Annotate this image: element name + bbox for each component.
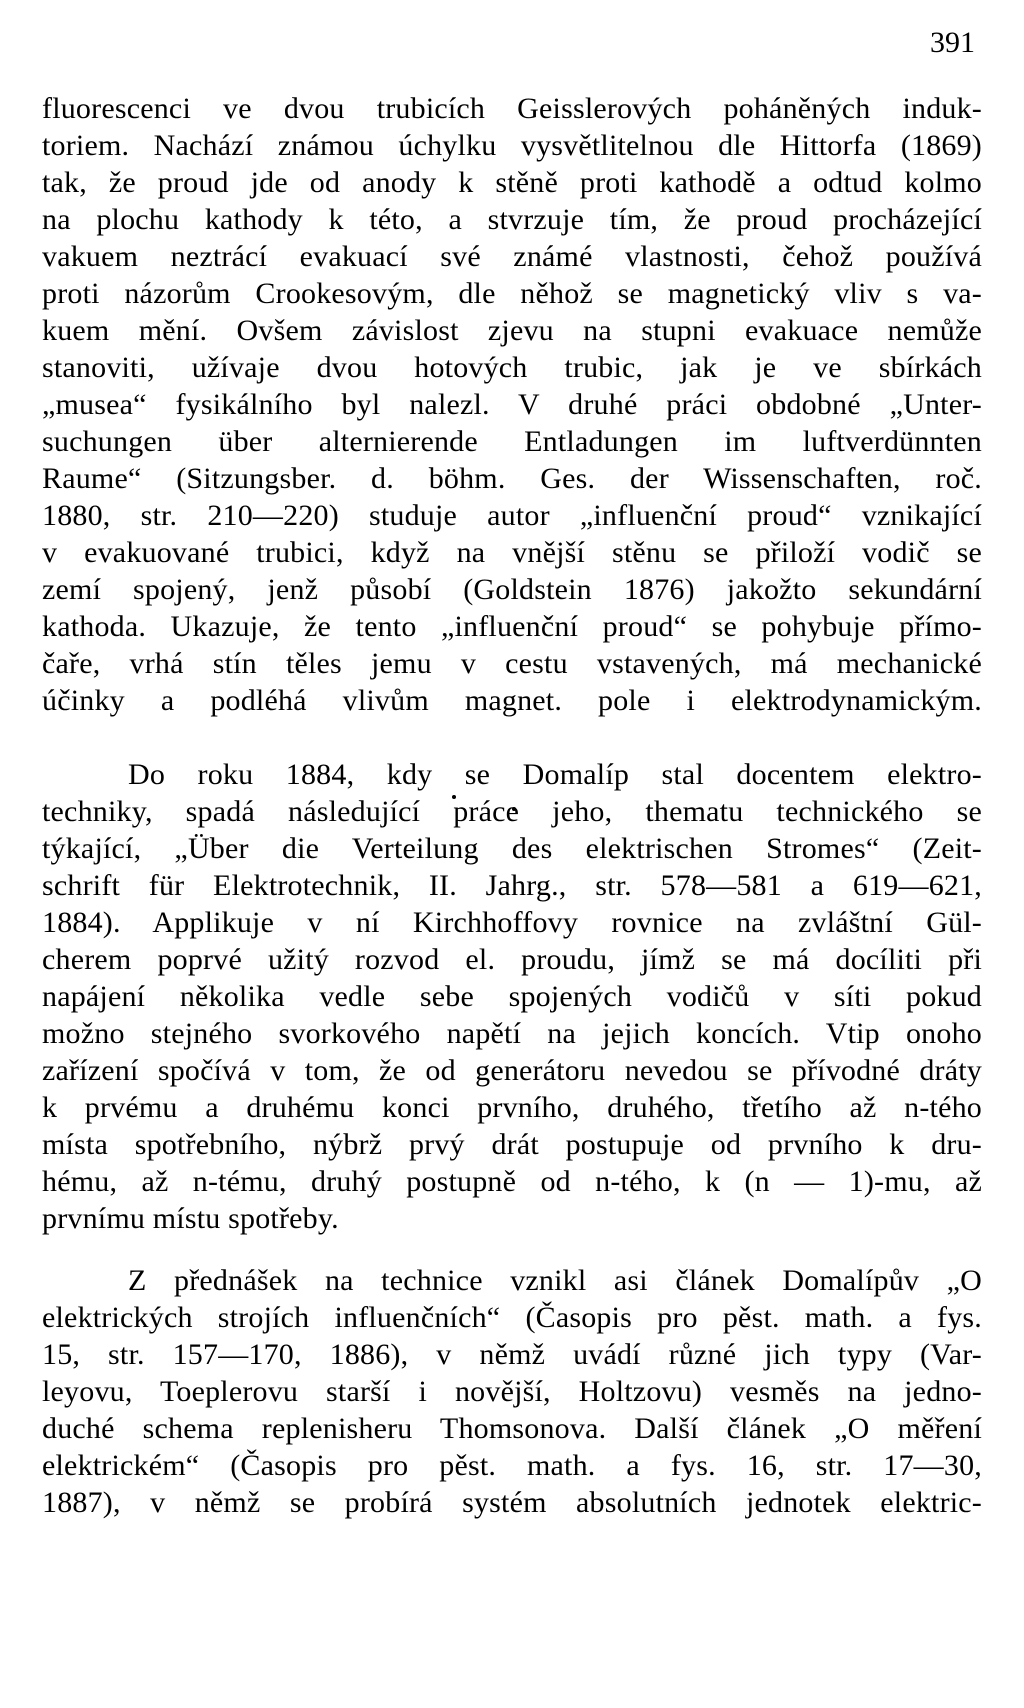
text-line: leyovu, Toeplerovu starší i novější, Holtzovu) vesměs na jedno-	[42, 1375, 982, 1408]
text-line: Z přednášek na technice vznikl asi článek Domalípův „O	[128, 1264, 982, 1297]
text-line: hému, až n-tému, druhý postupně od n-tého, k (n — 1)-mu, až	[42, 1165, 982, 1198]
text-line: stanoviti, užívaje dvou hotových trubic, jak je ve sbírkách	[42, 351, 982, 384]
text-line: cherem poprvé užitý rozvod el. proudu, jímž se má docíliti při	[42, 943, 982, 976]
text-line: tak, že proud jde od anody k stěně proti kathodě a odtud kolmo	[42, 166, 982, 199]
text-line: elektrickém“ (Časopis pro pěst. math. a fys. 16, str. 17—30,	[42, 1449, 982, 1482]
page-number: 391	[930, 26, 975, 59]
text-line: 15, str. 157—170, 1886), v němž uvádí různé jich typy (Var-	[42, 1338, 982, 1371]
text-line: Raume“ (Sitzungsber. d. böhm. Ges. der Wissenschaften, roč.	[42, 462, 982, 495]
text-line: 1884). Applikuje v ní Kirchhoffovy rovnice na zvláštní Gül-	[42, 906, 982, 939]
text-line: fluorescenci ve dvou trubicích Geisslerových poháněných induk-	[42, 92, 982, 125]
text-line: proti názorům Crookesovým, dle něhož se magnetický vliv s va-	[42, 277, 982, 310]
text-line: vakuem neztrácí evakuací své známé vlastnosti, čehož používá	[42, 240, 982, 273]
text-line: týkající, „Über die Verteilung des elektrischen Stromes“ (Zeit-	[42, 832, 982, 865]
text-line: zemí spojený, jenž působí (Goldstein 1876) jakožto sekundární	[42, 573, 982, 606]
text-line: schrift für Elektrotechnik, II. Jahrg., str. 578—581 a 619—621,	[42, 869, 982, 902]
text-line: čaře, vrhá stín těles jemu v cestu vstavených, má mechanické	[42, 647, 982, 680]
text-line: toriem. Nachází známou úchylku vysvětlitelnou dle Hittorfa (1869)	[42, 129, 982, 162]
text-line: místa spotřebního, nýbrž prvý drát postupuje od prvního k dru-	[42, 1128, 982, 1161]
text-line: možno stejného svorkového napětí na jejich koncích. Vtip onoho	[42, 1017, 982, 1050]
text-line: prvnímu místu spotřeby.	[42, 1202, 339, 1235]
text-line: duché schema replenisheru Thomsonova. Další článek „O měření	[42, 1412, 982, 1445]
text-line: napájení několika vedle sebe spojených vodičů v síti pokud	[42, 980, 982, 1013]
text-line: 1880, str. 210—220) studuje autor „influenční proud“ vznikající	[42, 499, 982, 532]
text-line: v evakuované trubici, když na vnější stěnu se přiloží vodič se	[42, 536, 982, 569]
text-line: suchungen über alternierende Entladungen im luftverdünnten	[42, 425, 982, 458]
text-line: k prvému a druhému konci prvního, druhého, třetího až n-tého	[42, 1091, 982, 1124]
text-line: 1887), v němž se probírá systém absolutních jednotek elektric-	[42, 1486, 982, 1519]
text-line: „musea“ fysikálního byl nalezl. V druhé práci obdobné „Unter-	[42, 388, 982, 421]
text-line: techniky, spadá následující práce jeho, thematu technického se	[42, 795, 982, 828]
text-line: účinky a podléhá vlivům magnet. pole i elektrodynamickým.	[42, 684, 982, 717]
text-line: zařízení spočívá v tom, že od generátoru nevedou se přívodné dráty	[42, 1054, 982, 1087]
text-line: na plochu kathody k této, a stvrzuje tím, že proud procházející	[42, 203, 982, 236]
text-line: kuem mění. Ovšem závislost zjevu na stupni evakuace nemůže	[42, 314, 982, 347]
text-line: kathoda. Ukazuje, že tento „influenční proud“ se pohybuje přímo-	[42, 610, 982, 643]
text-line: Do roku 1884, kdy se Domalíp stal docentem elektro-	[128, 758, 982, 791]
text-line: elektrických strojích influenčních“ (Časopis pro pěst. math. a fys.	[42, 1301, 982, 1334]
